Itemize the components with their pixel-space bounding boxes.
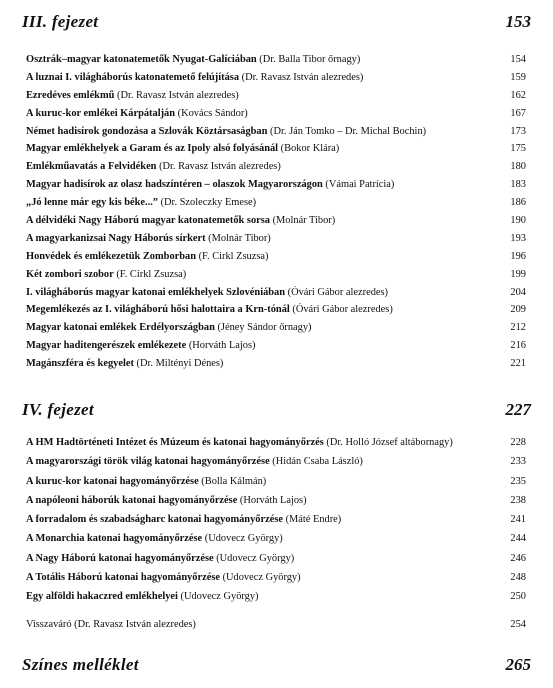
toc-entry[interactable] [26,125,526,143]
toc-entry-title: A kuruc-kor emlékei Kárpátalján [26,107,176,119]
toc-entry-page: 228 [510,437,526,448]
toc-entry-author: (Jéney Sándor őrnagy) [214,322,312,334]
toc-entry-title: Ezredéves emlékmű [26,89,115,101]
toc-entry-author: (Vámai Patrícia) [322,179,395,191]
toc-entry-page: 241 [510,514,526,526]
toc-entry-title: Megemlékezés az I. világháború hősi halottaira a Krn-tónál [26,304,290,316]
toc-entry-title: A HM Hadtörténeti Intézet és Múzeum és katonai hagyományőrzés [26,437,324,448]
toc-entry-title: A forradalom és szabadságharc katonai hagyományőrzése [26,514,283,526]
toc-entry[interactable] [26,339,526,357]
toc-entry-author: (Dr. Ravasz István alezredes) [239,71,364,83]
toc-entry-page: 250 [510,591,526,603]
toc-entry-author: (Horváth Lajos) [186,340,256,352]
toc-entry-author: (Bokor Klára) [278,143,340,155]
toc-entry-author: (Dr. Miltényi Dénes) [133,358,224,370]
toc-entry[interactable] [26,455,526,474]
toc-entry-author: (Molnár Tibor) [270,215,336,227]
toc-entry-title: A napóleoni háborúk katonai hagyományőrzése [26,494,238,506]
toc-entry-title: Osztrák–magyar katonatemetők Nyugat-Galíciában [26,54,257,65]
toc-entry-page: 162 [510,89,526,101]
toc-entry-author: (Udovecz György) [219,572,301,584]
appendix-title: Színes melléklet [22,655,139,674]
toc-entry-page: 216 [510,340,526,352]
toc-entry-author: (Molnár Tibor) [205,232,271,244]
toc-entry[interactable] [26,571,526,590]
toc-entry-page: 246 [510,552,526,564]
toc-entry-title: „Jó lenne már egy kis béke...” [26,197,158,209]
appendix-heading [22,655,531,675]
toc-entry[interactable] [26,286,526,304]
toc-entry-page: 183 [510,179,526,191]
toc-entry-author: (Udovecz György) [213,552,295,564]
toc-entry-author: (Hidán Csaba László) [269,456,363,468]
toc-entry-author: (Óvári Gábor alezredes) [289,304,393,316]
toc-entry[interactable] [26,160,526,178]
toc-entry-title: Két zombori szobor [26,268,114,280]
closing-entry-title: Visszaváró [26,619,72,630]
toc-entry[interactable] [26,321,526,339]
toc-entry-title: A magyarországi török világ katonai hagyományőrzése [26,456,270,468]
toc-entry-page: 159 [510,71,526,83]
toc-entry[interactable] [26,250,526,268]
toc-entry[interactable] [26,142,526,160]
chapter-3-title: III. fejezet [22,12,99,31]
toc-entry-author: (Dr. Ravasz István alezredes) [156,161,281,173]
toc-entry-page: 186 [510,197,526,209]
toc-entry-page: 235 [510,475,526,487]
toc-entry-author: (Dr. Holló József altábornagy) [323,437,453,448]
toc-entry-title: A kuruc-kor katonai hagyományőrzése [26,475,199,487]
toc-entry[interactable] [26,53,526,71]
toc-entry-title: I. világháborús magyar katonai emlékhelyek Szlovéniában [26,286,286,298]
toc-entry-page: 199 [510,268,526,280]
toc-entry-title: A Nagy Háború katonai hagyományőrzése [26,552,214,564]
toc-entry[interactable] [26,590,526,609]
toc-entry-title: Magyar haditengerészek emlékezete [26,340,187,352]
toc-entry-page: 233 [510,456,526,468]
toc-entry-author: (Horváth Lajos) [237,494,307,506]
toc-entry-author: (Dr. Ravasz István alezredes) [114,89,239,101]
toc-entry-title: Német hadisírok gondozása a Szlovák Köztársaságban [26,125,268,137]
toc-entry-title: Egy alföldi hakaczred emlékhelyei [26,591,178,603]
closing-entry[interactable] [26,619,526,630]
toc-entry-page: 193 [510,232,526,244]
toc-entry-page: 190 [510,215,526,227]
toc-entry-page: 173 [510,125,526,137]
toc-entry-title: Magyar emlékhelyek a Garam és az Ipoly alsó folyásánál [26,143,279,155]
toc-entry-page: 238 [510,494,526,506]
toc-entry-author: (Dr. Balla Tibor őrnagy) [256,54,361,65]
toc-entry-title: A magyarkanizsai Nagy Háborús sírkert [26,232,206,244]
toc-entry[interactable] [26,303,526,321]
toc-entry-page: 212 [510,322,526,334]
toc-entry-author: (Óvári Gábor alezredes) [285,286,389,298]
toc-entry[interactable] [26,552,526,571]
toc-entry-title: A Totális Háború katonai hagyományőrzése [26,572,220,584]
toc-entry-author: (Dr. Ján Tomko – Dr. Michal Bochin) [267,125,427,137]
chapter-3-heading [22,12,531,32]
toc-entry-author: (Udovecz György) [177,591,259,603]
toc-entry-title: Magánszféra és kegyelet [26,358,134,370]
toc-entry-page: 248 [510,572,526,584]
toc-entry[interactable] [26,214,526,232]
toc-entry[interactable] [26,475,526,494]
toc-entry-author: (Máté Endre) [282,514,342,526]
toc-entry-title: A délvidéki Nagy Háború magyar katonatemetők sorsa [26,215,270,227]
toc-entry-title: Magyar katonai emlékek Erdélyországban [26,322,215,334]
toc-entry-page: 204 [510,286,526,298]
toc-entry-author: (Udovecz György) [202,533,283,545]
toc-entry[interactable] [26,513,526,532]
toc-entry-page: 244 [510,533,526,545]
chapter-4-heading [22,400,531,420]
chapter-3-entries [26,53,526,375]
closing-entry-page: 254 [510,619,526,630]
toc-entry-title: Honvédek és emlékezetük Zomborban [26,250,196,262]
toc-entry-author: (Kovács Sándor) [175,107,248,119]
toc-entry-page: 196 [510,250,526,262]
toc-entry-author: (Dr. Szoleczky Emese) [158,197,257,209]
toc-entry-title: Magyar hadisírok az olasz hadszíntéren – olaszok Magyarországon [26,179,323,191]
chapter-4-page: 227 [505,400,531,419]
toc-entry[interactable] [26,232,526,250]
toc-entry[interactable] [26,494,526,513]
toc-entry-title: A luznai I. világháborús katonatemető felújítása [26,71,240,83]
toc-entry-author: (F. Cirkl Zsuzsa) [113,268,187,280]
appendix-page: 265 [505,655,531,674]
toc-entry-page: 167 [510,107,526,119]
toc-entry[interactable] [26,89,526,107]
toc-entry-page: 209 [510,304,526,316]
toc-entry[interactable] [26,178,526,196]
toc-entry-title: Emlékműavatás a Felvidéken [26,161,157,173]
toc-entry-page: 180 [510,161,526,173]
chapter-4-title: IV. fejezet [22,400,94,419]
toc-entry[interactable] [26,268,526,286]
toc-entry[interactable] [26,107,526,125]
toc-entry-page: 221 [510,358,526,370]
toc-entry[interactable] [26,357,526,375]
toc-entry[interactable] [26,71,526,89]
toc-entry-author: (F. Cirkl Zsuzsa) [196,250,269,262]
chapter-4-entries [26,436,526,610]
toc-entry[interactable] [26,532,526,551]
toc-entry-title: A Monarchia katonai hagyományőrzése [26,533,203,545]
chapter-3-page: 153 [505,12,531,31]
toc-entry-author: (Bolla Kálmán) [198,475,267,487]
toc-entry-page: 154 [510,54,526,65]
toc-entry-page: 175 [510,143,526,155]
toc-entry[interactable] [26,436,526,455]
closing-entry-author: (Dr. Ravasz István alezredes) [71,619,196,630]
toc-entry[interactable] [26,196,526,214]
